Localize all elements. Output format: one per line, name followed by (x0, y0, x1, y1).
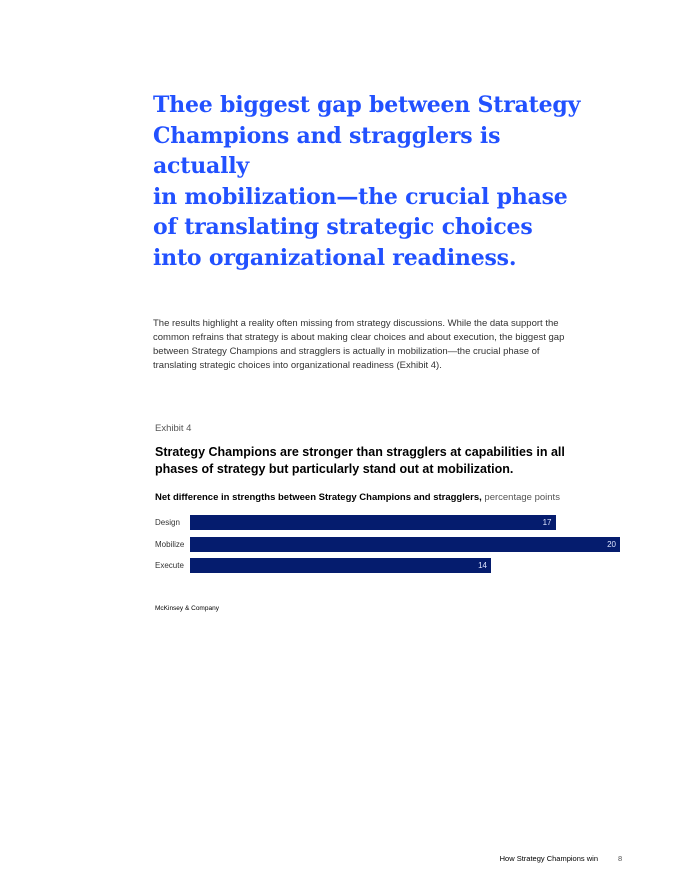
bar-value-design: 17 (542, 518, 552, 527)
source-credit: McKinsey & Company (155, 605, 219, 612)
bar-design (190, 515, 556, 530)
body-paragraph: The results highlight a reality often missing from strategy discussions. While the data support the common refrains that strategy is about making clear choices and about execution, the biggest gap between Strategy Champions and stragglers is actually in mobilization—the crucial phase of translating strategic choices into organizational readiness (Exhibit 4). (153, 318, 565, 371)
bar-label-execute: Execute (155, 561, 184, 570)
exhibit-label: Exhibit 4 (155, 423, 192, 434)
exhibit-title: Strategy Champions are stronger than stragglers at capabilities in all phases of strategy but particularly stand out at mobilization. (155, 445, 565, 476)
chart-subtitle (155, 492, 625, 503)
bar-row-design (155, 515, 625, 530)
bar-value-execute: 14 (478, 561, 487, 570)
bar-label-design: Design (155, 518, 180, 527)
bar-mobilize (190, 537, 620, 552)
bar-value-mobilize: 20 (607, 539, 616, 549)
bar-execute (190, 558, 491, 573)
footer-title: How Strategy Champions win (499, 854, 598, 863)
page-number: 8 (618, 854, 623, 863)
bar-row-mobilize (155, 537, 625, 552)
bar-chart (155, 515, 625, 581)
chart-subtitle-strong: Net difference in strengths between Strategy Champions and stragglers, (155, 492, 482, 503)
pull-quote: Thee biggest gap between Strategy Champions and stragglers is actually in mobilization—the crucial phase of translating strategic choices into organizational readiness. (153, 92, 581, 271)
chart-subtitle-unit: percentage points (484, 492, 560, 503)
bar-row-execute (155, 558, 625, 573)
bar-label-mobilize: Mobilize (155, 539, 185, 549)
